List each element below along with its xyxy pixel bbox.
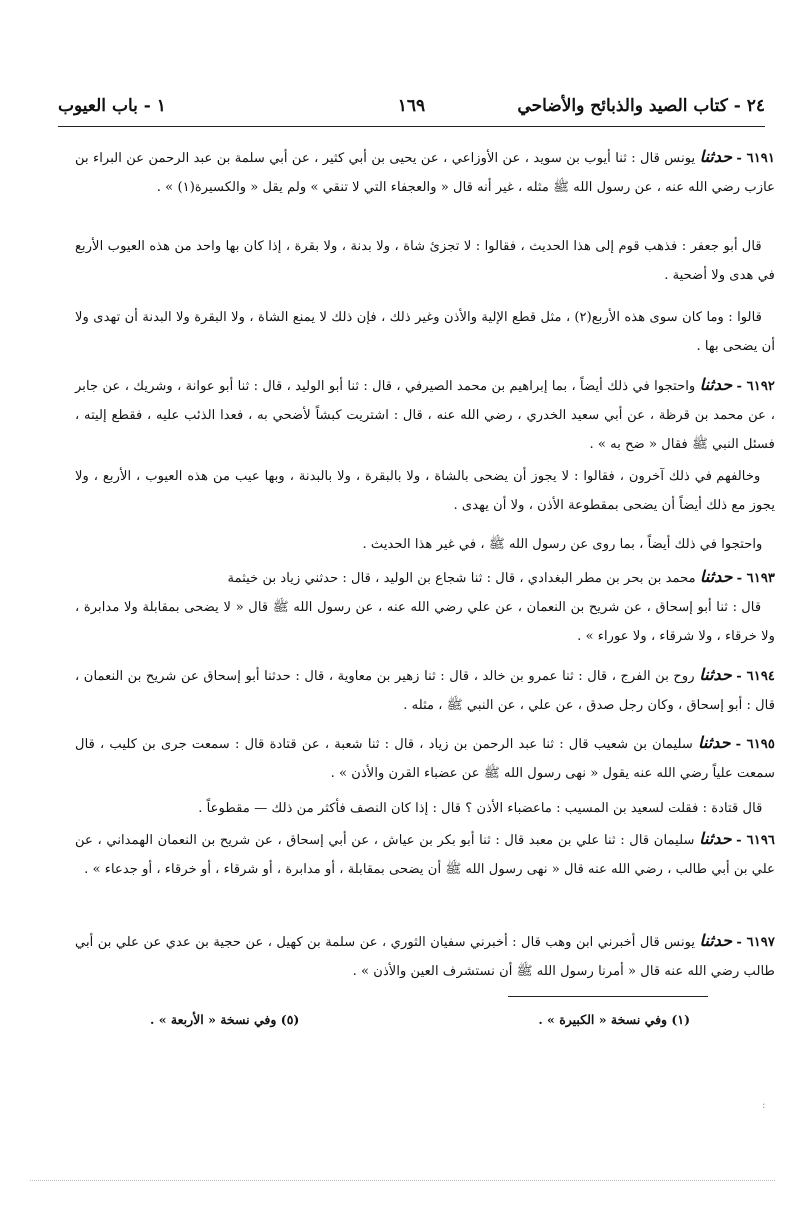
footnote-rule — [508, 996, 708, 997]
footnote-1: (١) وفي نسخة « الكبيرة » . — [538, 1012, 690, 1027]
hadith-6193: ٦١٩٣ - حدثنا محمد بن بحر بن مطر البغدادي ، قال : ثنا شجاع بن الوليد ، قال : حدثني زياد بن خيثمة قال : ثنا أبو إسحاق ، عن شريح بن النعمان ، عن علي رضي الله عنه ، عن رسول الله ﷺ قال « لا يضحى بمقابلة ولا مدابرة ، ولا خرقاء ، ولا شرقاء ، ولا عوراء » . — [75, 567, 775, 644]
header-rule — [58, 126, 765, 127]
hadith-6191: ٦١٩١ - حدثنا يونس قال : ثنا أيوب بن سويد ، عن الأوزاعي ، عن يحيى بن أبي كثير ، عن أبي سلمة بن عبد الرحمن عن البراء بن عازب رضي الله عنه ، عن رسول الله ﷺ مثله ، غير أنه قال « والعجفاء التي لا تنقي » ولم يقل « والكسيرة(١) » . — [75, 147, 775, 195]
hadith-6192: ٦١٩٢ - حدثنا واحتجوا في ذلك أيضاً ، بما إبراهيم بن محمد الصيرفي ، قال : ثنا أبو الوليد ، قال : ثنا أبو عوانة ، وشريك ، عن جابر ، عن محمد بن قرظة ، عن أبي سعيد الخدري ، رضي الله عنه ، قال : اشتريت كبشاً لأضحي به ، فعدا الذئب عليه ، فقطع إليته ، فسئل النبي ﷺ فقال « ضح به » . — [75, 375, 775, 452]
page-number: ١٦٩ — [397, 96, 426, 116]
paragraph-ihtajju: واحتجوا في ذلك أيضاً ، بما روى عن رسول الله ﷺ ، في غير هذا الحديث . — [362, 537, 763, 552]
section-title: ١ - باب العيوب — [58, 96, 166, 116]
paragraph-opponents: وخالفهم في ذلك آخرون ، فقالوا : لا يجوز أن يضحى بالشاة ، ولا بالبقرة ، ولا بالبدنة ، وبها عيب من هذه العيوب ، الأربع ، ولا يجوز مع ذلك أيضاً أن يضحى بمقطوعة الأذن ، ولا أن يهدى . — [75, 469, 775, 513]
scan-specks: : — [762, 1100, 766, 1111]
paragraph-qatada: قال قتادة : فقلت لسعيد بن المسيب : ماعضباء الأذن ؟ قال : إذا كان النصف فأكثر من ذلك — مقطوعاً . — [198, 801, 763, 816]
chapter-title: ٢٤ - كتاب الصيد والذبائح والأضاحي — [517, 96, 765, 116]
footnote-5: (٥) وفي نسخة « الأربعة » . — [150, 1012, 300, 1027]
scan-edge — [30, 1180, 775, 1181]
hadith-6197: ٦١٩٧ - حدثنا يونس قال أخبرني ابن وهب قال : أخبرني سفيان الثوري ، عن سلمة بن كهيل ، عن حجية بن عدي عن علي بن أبي طالب رضي الله عنه قال « أمرنا رسول الله ﷺ أن نستشرف العين والأذن » . — [75, 931, 775, 979]
hadith-6196: ٦١٩٦ - حدثنا سليمان قال : ثنا علي بن معبد قال : ثنا أبو بكر بن عياش ، عن أبي إسحاق ، عن شريح بن النعمان الهمداني ، عن علي بن أبي طالب ، رضي الله عنه قال « نهى رسول الله ﷺ أن يضحى بمقابلة ، أو مدابرة ، أو شرقاء ، أو خرقاء ، أو جدعاء » . — [75, 829, 775, 877]
paragraph-abu-jafar: قال أبو جعفر : فذهب قوم إلى هذا الحديث ، فقالوا : لا تجزئ شاة ، ولا بدنة ، ولا بقرة ، إذا كان بها واحد من هذه العيوب الأربع في هدى ولا أضحية . — [75, 239, 775, 283]
hadith-6194: ٦١٩٤ - حدثنا روح بن الفرج ، قال : ثنا عمرو بن خالد ، قال : ثنا زهير بن معاوية ، قال : حدثنا أبو إسحاق عن شريح بن النعمان ، قال : أبو إسحاق ، وكان رجل صدق ، عن علي ، عن النبي ﷺ ، مثله . — [75, 665, 775, 713]
footnotes — [150, 1012, 690, 1038]
hadith-6195: ٦١٩٥ - حدثنا سليمان بن شعيب قال : ثنا عبد الرحمن بن زياد ، قال : ثنا شعبة ، عن قتادة قال : سمعت جرى بن كليب ، قال سمعت علياً رضي الله عنه يقول « نهى رسول الله ﷺ عن عضباء القرن والأذن » . — [75, 733, 775, 781]
page-header — [58, 96, 765, 124]
paragraph-qalu: قالوا : وما كان سوى هذه الأربع(٢) ، مثل قطع الإلية والأذن وغير ذلك ، فإن ذلك لا يمنع الشاة ، ولا البقرة ولا البدنة أن تهدى ولا أن يضحى بها . — [75, 310, 775, 354]
